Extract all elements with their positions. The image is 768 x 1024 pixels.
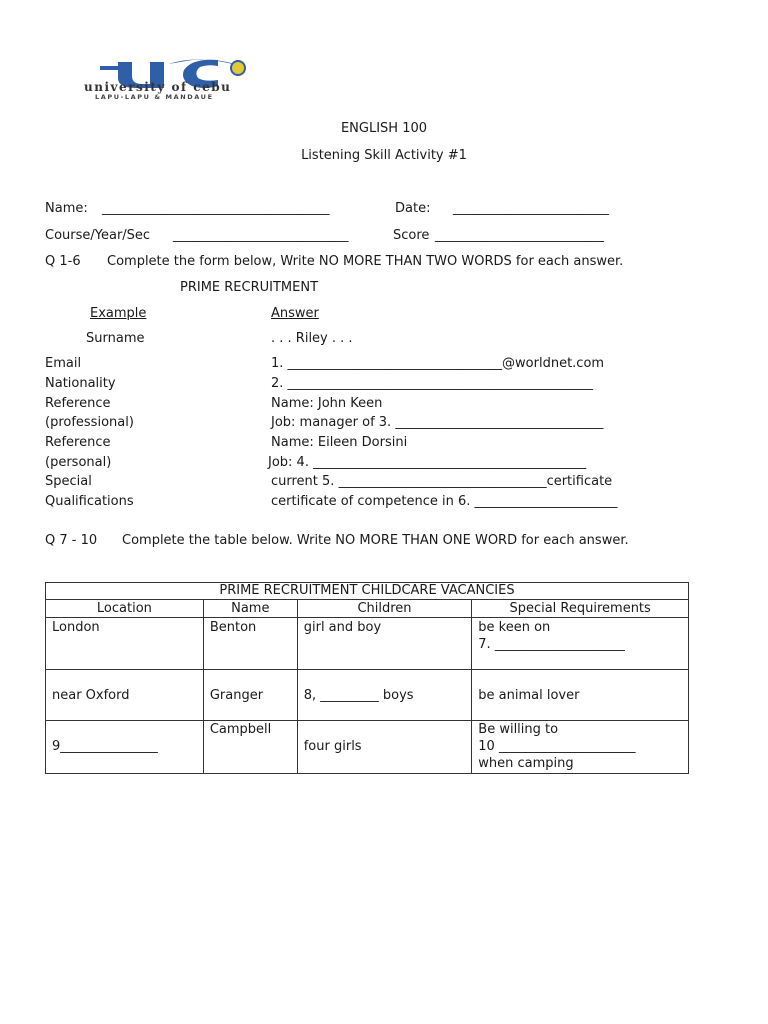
date-label: Date: [395,201,431,216]
form-title: PRIME RECRUITMENT [180,280,319,295]
requirement-line: Be willing to [478,722,559,737]
date-field[interactable]: ________________________ [453,201,609,216]
form-row-label: (personal) [45,455,112,470]
cell-name: Benton [203,618,297,670]
children-value: four girls [303,739,362,754]
answer-blank-7[interactable]: 7. ____________________ [478,637,625,652]
score-label: Score [393,228,430,243]
column-header-children: Children [297,600,472,618]
q1-6-number: Q 1-6 [45,254,81,269]
logo-globe [231,61,245,75]
table-title: PRIME RECRUITMENT CHILDCARE VACANCIES [46,583,689,600]
vacancies-table [45,582,689,774]
q7-10-number: Q 7 - 10 [45,533,98,548]
example-answer: . . . Riley . . . [271,331,353,346]
form-row-label: Special [45,474,92,489]
name-label: Name: [45,201,88,216]
table-row [46,721,689,774]
requirement-line: be keen on [478,620,551,635]
logo-left-stroke [100,66,120,70]
column-header-name: Name [203,600,297,618]
cell-requirements [472,618,689,670]
form-row-label: Nationality [45,376,116,391]
q1-6-instruction: Complete the form below, Write NO MORE THAN TWO WORDS for each answer. [107,254,624,269]
form-row-label: (professional) [45,415,134,430]
table-title-row [46,583,689,600]
course-label: Course/Year/Sec [45,228,151,243]
form-row-answer[interactable]: Job: 4. __________________________________________ [268,455,587,470]
name-field[interactable]: ___________________________________ [102,201,330,216]
cell-location [46,721,204,774]
form-row-answer[interactable]: 1. _________________________________@worldnet.com [271,356,605,371]
column-header-location: Location [46,600,204,618]
cell-requirements [472,721,689,774]
form-row-value: Name: John Keen [271,396,383,411]
table-row [46,670,689,721]
q7-10-instruction: Complete the table below. Write NO MORE THAN ONE WORD for each answer. [122,533,629,548]
cell-name: Campbell [203,721,297,774]
form-row-answer[interactable]: Job: manager of 3. ________________________________ [271,415,604,430]
table-row [46,618,689,670]
table-header-row [46,600,689,618]
requirement-line: when camping [478,756,574,771]
answer-blank-9[interactable]: 9_______________ [52,739,158,754]
answer-blank-10[interactable]: 10 _____________________ [478,739,636,754]
cell-children: girl and boy [297,618,472,670]
cell-requirements: be animal lover [472,670,689,721]
cell-location: London [46,618,204,670]
course-field[interactable]: ___________________________ [173,228,349,243]
example-header: Example [90,306,147,321]
cell-location: near Oxford [46,670,204,721]
form-row-answer[interactable]: certificate of competence in 6. ______________________ [271,494,618,509]
answer-blank-8[interactable]: 8, _________ boys [297,670,472,721]
column-header-special-requirements: Special Requirements [472,600,689,618]
course-title: ENGLISH 100 [340,121,428,136]
form-row-value: Name: Eileen Dorsini [271,435,408,450]
example-label: Surname [86,331,145,346]
logo-university-name: university of cebu [84,80,232,94]
activity-title: Listening Skill Activity #1 [301,148,467,163]
form-row-label: Reference [45,396,111,411]
form-row-label: Email [45,356,82,371]
score-field[interactable]: __________________________ [435,228,604,243]
form-row-label: Qualifications [45,494,134,509]
form-row-answer[interactable]: current 5. ________________________________certificate [271,474,613,489]
logo-campus: LAPU-LAPU & MANDAUE [95,93,214,101]
cell-name: Granger [203,670,297,721]
form-row-label: Reference [45,435,111,450]
form-row-answer[interactable]: 2. _______________________________________________ [271,376,594,391]
cell-children [297,721,472,774]
answer-header: Answer [271,306,319,321]
